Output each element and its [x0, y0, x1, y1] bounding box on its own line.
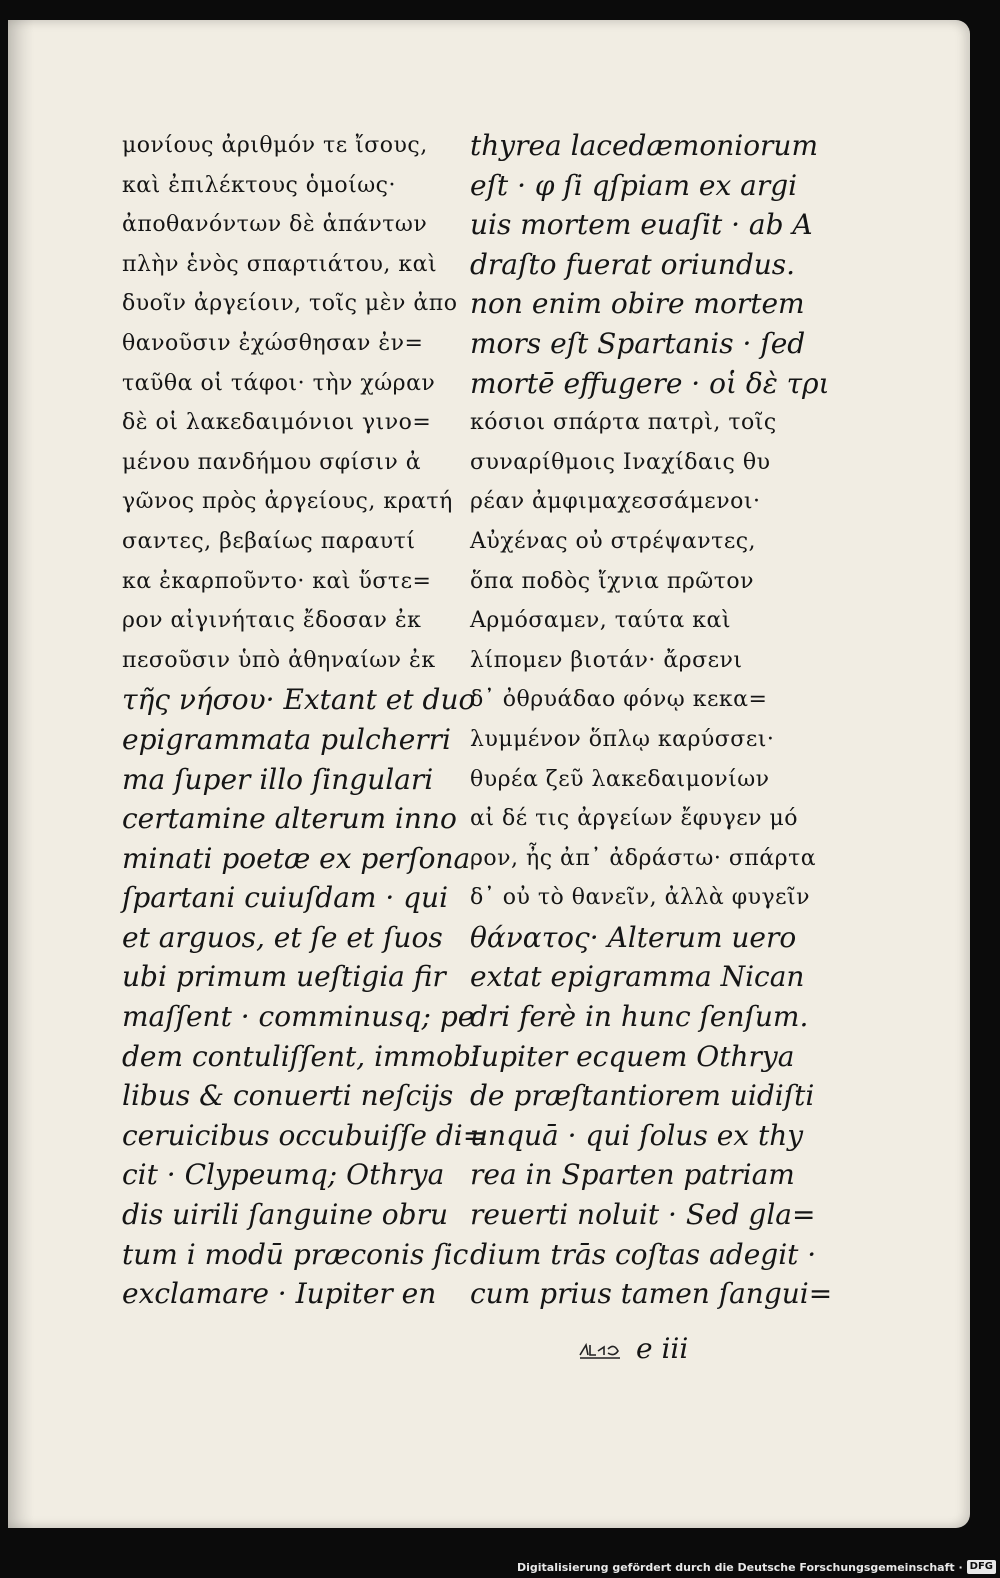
- left-text-column: [122, 126, 487, 1314]
- text-line: ρον, ἦς ἀπ᾽ ἀδράστω· σπάρτα: [470, 845, 817, 871]
- text-line: ὅπα ποδὸς ἴχνια πρῶτον: [470, 568, 754, 594]
- footer-text: Digitalisierung gefördert durch die Deutsche Forschungsgemeinschaft ·: [516, 1560, 963, 1574]
- text-line: μένου πανδήμου σφίσιν ἀ: [122, 449, 422, 475]
- text-line: ἀποθανόντων δὲ ἁπάντων: [122, 212, 428, 238]
- text-line: συναρίθμοις Ιναχίδαις θυ: [470, 449, 771, 475]
- text-line: mortē effugere · οἱ δὲ τρι: [470, 366, 830, 400]
- text-line: dis uirili ſanguine obru: [122, 1198, 448, 1232]
- text-line: θάνατος· Alterum uero: [470, 920, 797, 954]
- text-line: ρέαν ἀμφιμαχεσσάμενοι·: [470, 489, 761, 515]
- text-line: minati poetæ ex perſona: [122, 841, 471, 875]
- text-line: uis mortem euaſit · ab A: [470, 208, 813, 242]
- text-line: de præſtantiorem uidiſti: [470, 1079, 815, 1113]
- text-line: Αὐχένας οὐ στρέψαντες,: [470, 528, 757, 554]
- text-line: ταῦθα οἱ τάφοι· τὴν χώραν: [122, 370, 436, 396]
- text-line: ma ſuper illo ſingulari: [122, 762, 434, 796]
- text-line: eſt · φ ſi qſpiam ex argi: [470, 168, 798, 202]
- text-line: δ᾽ ὀθρυάδαο φόνῳ κεκα=: [470, 687, 768, 713]
- text-line: λυμμένον ὅπλῳ καρύσσει·: [470, 726, 775, 752]
- text-line: τῆς νήσου· Extant et duo: [122, 683, 476, 717]
- text-line: ρον αἰγινήταις ἔδοσαν ἐκ: [122, 608, 422, 634]
- text-line: thyrea lacedæmoniorum: [470, 129, 819, 162]
- text-line: extat epigramma Nican: [470, 960, 805, 994]
- right-text-column: [470, 126, 833, 1314]
- text-line: θυρέα ζεῦ λακεδαιμονίων: [470, 766, 770, 792]
- dfg-logo: DFG: [967, 1560, 996, 1574]
- text-line: ſpartani cuiuſdam · qui: [122, 881, 449, 915]
- text-line: πλὴν ἑνὸς σπαρτιάτου, καὶ: [122, 251, 438, 277]
- text-line: dem contuliſſent, immobi: [122, 1039, 480, 1073]
- text-line: rea in Sparten patriam: [470, 1158, 795, 1192]
- text-line: αἰ δέ τις ἀργείων ἔφυγεν μό: [470, 806, 799, 832]
- text-line: κόσιοι σπάρτα πατρὶ, τοῖς: [470, 410, 777, 436]
- text-line: epigrammata pulcherri: [122, 722, 452, 756]
- text-line: Iupiter ecquem Othrya: [470, 1039, 795, 1073]
- text-line: et arguos, et ſe et ſuos: [122, 920, 443, 954]
- text-line: cum prius tamen ſangui=: [470, 1277, 833, 1311]
- text-line: dium trās coſtas adegit ·: [470, 1237, 817, 1271]
- text-line: libus & conuerti neſcijs: [122, 1079, 454, 1113]
- text-line: κα ἐκαρποῦντο· καὶ ὕστε=: [122, 568, 432, 594]
- text-line: non enim obire mortem: [470, 287, 805, 321]
- book-page: [8, 20, 970, 1528]
- text-line: δυοῖν ἀργείοιν, τοῖς μὲν ἀπο: [122, 291, 458, 317]
- text-line: certamine alterum inno: [122, 802, 457, 836]
- signature-text: e iii: [636, 1332, 689, 1365]
- text-line: λίπομεν βιοτάν· ἄρσενι: [470, 647, 743, 673]
- signature-mark: [578, 1332, 688, 1365]
- text-line: reuerti noluit · Sed gla=: [470, 1198, 816, 1232]
- text-line: mors eſt Spartanis · ſed: [470, 326, 806, 360]
- text-line: μονίους ἀριθμόν τε ἴσους,: [122, 133, 428, 158]
- text-line: δ᾽ οὐ τὸ θανεῖν, ἀλλὰ φυγεῖν: [470, 885, 811, 911]
- text-line: draſto fuerat oriundus.: [470, 247, 796, 281]
- text-line: πεσοῦσιν ὑπὸ ἀθηναίων ἐκ: [122, 647, 436, 673]
- text-line: exclamare · Iupiter en: [122, 1277, 437, 1311]
- text-line: σαντες, βεβαίως παραυτί: [122, 528, 416, 554]
- text-line: Αρμόσαμεν, ταύτα καὶ: [470, 608, 731, 634]
- text-line: ceruicibus occubuiſſe di=: [122, 1118, 487, 1152]
- printer-flourish-icon: [578, 1341, 622, 1361]
- text-line: θανοῦσιν ἐχώσθησαν ἐν=: [122, 330, 424, 356]
- text-line: unquā · qui ſolus ex thy: [470, 1118, 804, 1152]
- text-line: maſſent · comminusq; pe: [122, 1000, 475, 1034]
- text-line: ubi primum ueſtigia fir: [122, 960, 446, 994]
- text-line: tum i modū præconis ſic: [122, 1237, 469, 1271]
- text-line: dri ferè in hunc ſenſum.: [470, 1000, 809, 1034]
- text-line: καὶ ἐπιλέκτους ὁμοίως·: [122, 172, 396, 198]
- text-line: cit · Clypeumq; Othrya: [122, 1158, 445, 1192]
- text-line: δὲ οἱ λακεδαιμόνιοι γινο=: [122, 410, 432, 436]
- text-line: γῶνος πρὸς ἀργείους, κρατή: [122, 489, 453, 515]
- digitization-footer: [517, 1560, 996, 1574]
